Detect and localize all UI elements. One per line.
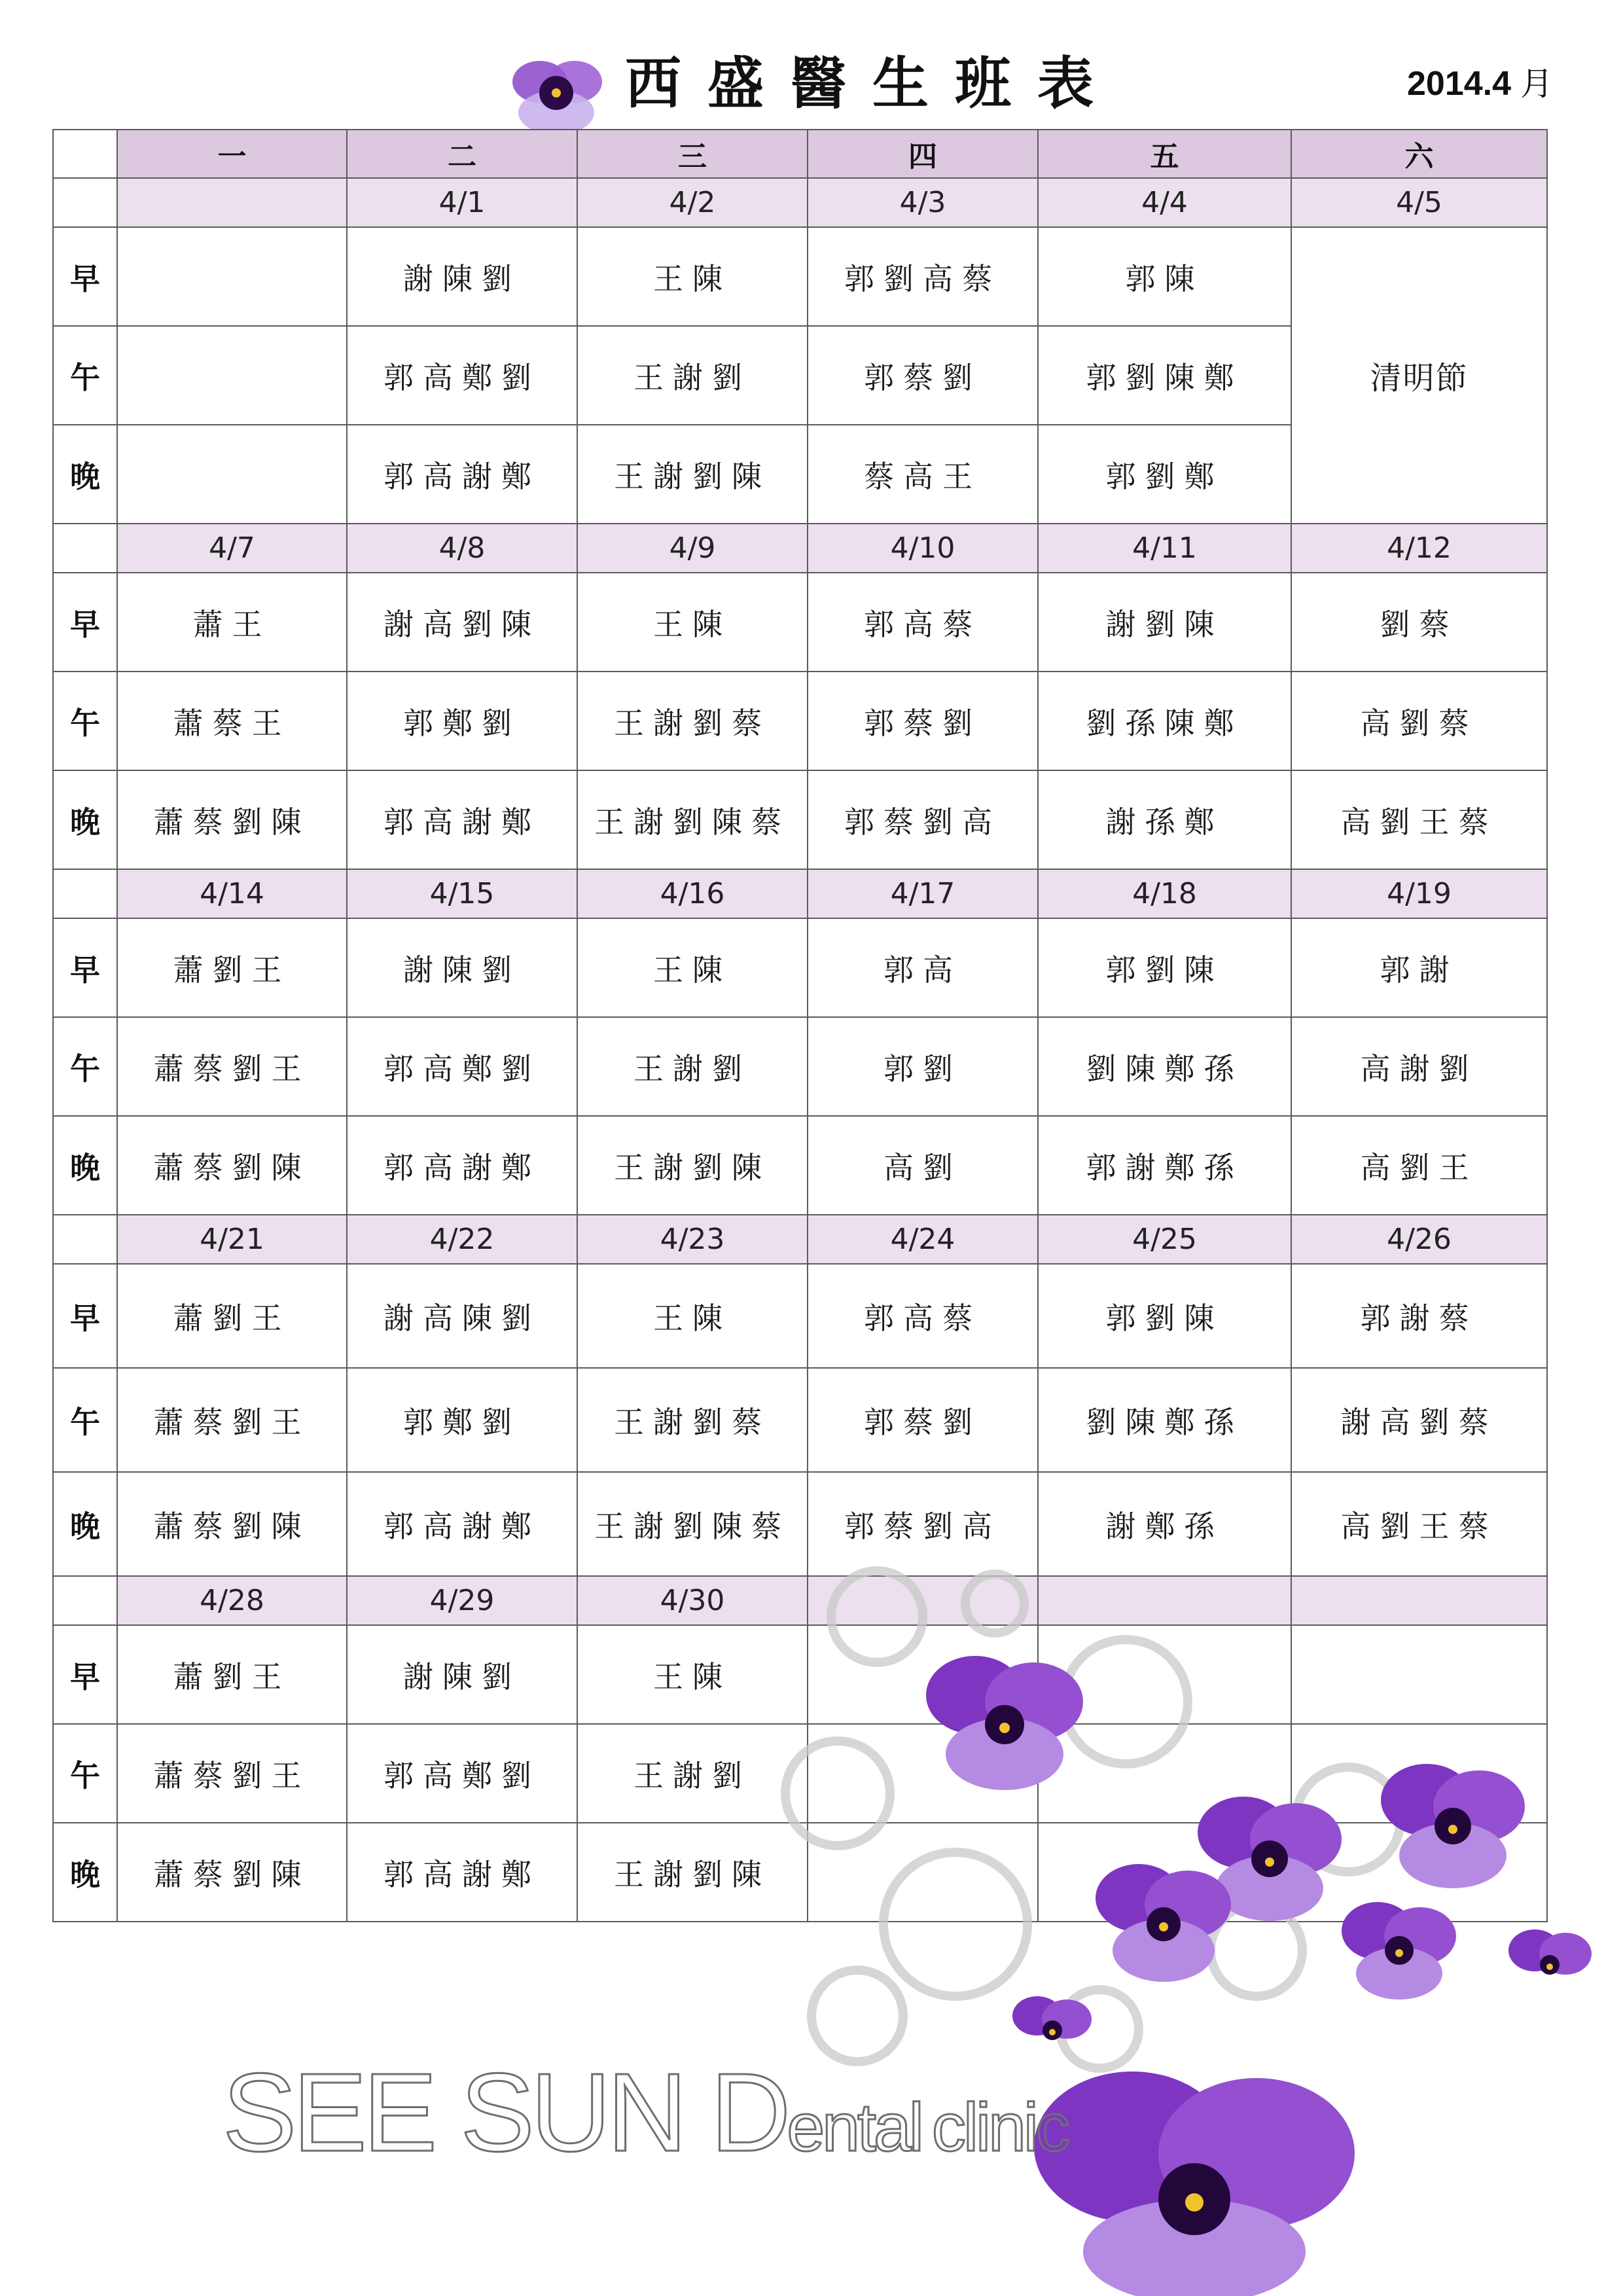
shift-cell: 蕭王 <box>117 573 347 672</box>
date-cell: 4/24 <box>808 1215 1038 1264</box>
date-cell: 4/15 <box>347 869 577 918</box>
date-cell: 4/23 <box>577 1215 808 1264</box>
shift-cell: 郭高謝鄭 <box>347 1472 577 1576</box>
shift-cell: 郭劉陳 <box>1038 1264 1291 1368</box>
shift-cell <box>117 326 347 425</box>
shift-cell: 謝鄭孫 <box>1038 1472 1291 1576</box>
shift-cell: 郭蔡劉高 <box>808 1472 1038 1576</box>
shift-cell: 郭謝 <box>1291 918 1547 1017</box>
bubble-icon <box>812 1970 903 2062</box>
shift-cell: 郭謝鄭孫 <box>1038 1116 1291 1215</box>
month-value: 2014.4 <box>1407 65 1512 103</box>
shift-cell: 王謝劉蔡 <box>577 1368 808 1472</box>
brand-part-2: ental <box>787 2090 921 2166</box>
month-unit: 月 <box>1520 65 1554 103</box>
bubble-icon <box>785 1741 890 1846</box>
date-cell: 4/18 <box>1038 869 1291 918</box>
pansy-icon <box>1342 1902 1456 2000</box>
shift-cell: 郭高鄭劉 <box>347 1724 577 1823</box>
weekday-header: 一 <box>117 130 347 178</box>
brand-part-1: SEE SUN D <box>223 2051 787 2175</box>
shift-cell: 謝劉陳 <box>1038 573 1291 672</box>
shift-cell: 王謝劉 <box>577 1017 808 1116</box>
shift-cell: 蕭劉王 <box>117 1264 347 1368</box>
date-cell: 4/7 <box>117 524 347 573</box>
date-cell: 4/2 <box>577 178 808 227</box>
period-label: 早 <box>53 573 117 672</box>
shift-cell <box>117 227 347 326</box>
shift-cell: 王謝劉陳 <box>577 1823 808 1922</box>
date-cell: 4/10 <box>808 524 1038 573</box>
shift-cell: 郭劉 <box>808 1017 1038 1116</box>
shift-cell: 謝陳劉 <box>347 1625 577 1724</box>
date-row <box>53 869 1547 918</box>
shift-cell: 劉孫陳鄭 <box>1038 672 1291 770</box>
corner-cell <box>53 130 117 178</box>
title-flower-icon <box>504 52 609 137</box>
shift-cell: 謝陳劉 <box>347 918 577 1017</box>
pansy-icon <box>1381 1764 1525 1888</box>
shift-row <box>53 1017 1547 1116</box>
date-cell: 4/1 <box>347 178 577 227</box>
shift-row <box>53 573 1547 672</box>
shift-cell: 高劉 <box>808 1116 1038 1215</box>
weekday-header: 五 <box>1038 130 1291 178</box>
shift-cell: 謝高劉陳 <box>347 573 577 672</box>
period-label: 午 <box>53 1724 117 1823</box>
shift-cell: 王陳 <box>577 227 808 326</box>
shift-row <box>53 918 1547 1017</box>
pansy-icon <box>1034 2072 1355 2296</box>
bubble-icon <box>883 1852 1027 1996</box>
shift-cell: 郭陳 <box>1038 227 1291 326</box>
shift-cell: 郭鄭劉 <box>347 1368 577 1472</box>
date-row-label <box>53 1215 117 1264</box>
pansy-icon <box>1012 1996 1092 2040</box>
shift-cell: 郭高謝鄭 <box>347 1823 577 1922</box>
shift-cell: 王陳 <box>577 573 808 672</box>
shift-cell: 蕭蔡劉王 <box>117 1368 347 1472</box>
shift-row <box>53 1264 1547 1368</box>
date-cell: 4/28 <box>117 1576 347 1625</box>
period-label: 早 <box>53 1625 117 1724</box>
weekday-header: 六 <box>1291 130 1547 178</box>
date-cell: 4/14 <box>117 869 347 918</box>
shift-cell: 郭蔡劉 <box>808 672 1038 770</box>
period-label: 午 <box>53 672 117 770</box>
period-label: 晚 <box>53 425 117 524</box>
shift-cell: 蕭蔡劉陳 <box>117 1472 347 1576</box>
date-cell: 4/3 <box>808 178 1038 227</box>
weekday-header: 三 <box>577 130 808 178</box>
pansy-icon <box>926 1656 1083 1790</box>
shift-cell: 劉陳鄭孫 <box>1038 1017 1291 1116</box>
date-cell: 4/22 <box>347 1215 577 1264</box>
period-label: 晚 <box>53 770 117 869</box>
shift-cell: 郭劉鄭 <box>1038 425 1291 524</box>
shift-cell: 王陳 <box>577 1264 808 1368</box>
shift-cell: 王謝劉陳 <box>577 425 808 524</box>
period-label: 午 <box>53 1017 117 1116</box>
date-cell: 4/12 <box>1291 524 1547 573</box>
date-row-label <box>53 178 117 227</box>
shift-row <box>53 672 1547 770</box>
period-label: 午 <box>53 1368 117 1472</box>
shift-cell: 劉陳鄭孫 <box>1038 1368 1291 1472</box>
period-label: 早 <box>53 1264 117 1368</box>
shift-cell: 王謝劉陳 <box>577 1116 808 1215</box>
date-cell: 4/30 <box>577 1576 808 1625</box>
period-label: 早 <box>53 227 117 326</box>
date-row <box>53 1215 1547 1264</box>
period-label: 晚 <box>53 1823 117 1922</box>
weekday-header-row <box>53 130 1547 178</box>
date-row-label <box>53 524 117 573</box>
floral-decoration <box>759 1545 1623 2296</box>
shift-cell: 蔡高王 <box>808 425 1038 524</box>
shift-cell: 蕭劉王 <box>117 1625 347 1724</box>
date-cell: 4/4 <box>1038 178 1291 227</box>
shift-cell: 郭劉陳 <box>1038 918 1291 1017</box>
shift-row <box>53 1116 1547 1215</box>
shift-cell: 高劉王 <box>1291 1116 1547 1215</box>
bubble-icon <box>965 1574 1024 1633</box>
shift-cell: 郭劉陳鄭 <box>1038 326 1291 425</box>
shift-cell <box>117 425 347 524</box>
month-label <box>1407 58 1553 105</box>
shift-cell: 蕭蔡劉陳 <box>117 770 347 869</box>
brand-part-3: clinic <box>931 2090 1068 2166</box>
date-cell: 4/26 <box>1291 1215 1547 1264</box>
period-label: 早 <box>53 918 117 1017</box>
shift-cell: 郭高謝鄭 <box>347 770 577 869</box>
period-label: 午 <box>53 326 117 425</box>
shift-cell: 王陳 <box>577 918 808 1017</box>
shift-cell: 謝高劉蔡 <box>1291 1368 1547 1472</box>
shift-cell: 王謝劉陳蔡 <box>577 770 808 869</box>
shift-cell: 王謝劉蔡 <box>577 672 808 770</box>
shift-row <box>53 227 1547 326</box>
shift-cell: 高劉王蔡 <box>1291 1472 1547 1576</box>
date-cell: 4/11 <box>1038 524 1291 573</box>
date-cell: 4/21 <box>117 1215 347 1264</box>
shift-cell: 王謝劉 <box>577 326 808 425</box>
shift-cell: 郭蔡劉 <box>808 326 1038 425</box>
shift-cell: 謝高陳劉 <box>347 1264 577 1368</box>
shift-cell: 郭高謝鄭 <box>347 425 577 524</box>
shift-cell: 郭高蔡 <box>808 1264 1038 1368</box>
date-row <box>53 178 1547 227</box>
shift-cell: 王謝劉 <box>577 1724 808 1823</box>
shift-cell: 王謝劉陳蔡 <box>577 1472 808 1576</box>
shift-cell: 郭高謝鄭 <box>347 1116 577 1215</box>
date-row-label <box>53 1576 117 1625</box>
shift-cell: 劉蔡 <box>1291 573 1547 672</box>
shift-cell: 謝孫鄭 <box>1038 770 1291 869</box>
shift-cell: 王陳 <box>577 1625 808 1724</box>
shift-cell: 蕭蔡劉陳 <box>117 1116 347 1215</box>
weekday-header: 二 <box>347 130 577 178</box>
shift-cell: 郭蔡劉 <box>808 1368 1038 1472</box>
shift-cell: 郭蔡劉高 <box>808 770 1038 869</box>
shift-cell: 蕭蔡劉王 <box>117 1724 347 1823</box>
shift-cell: 蕭蔡劉陳 <box>117 1823 347 1922</box>
shift-cell: 郭鄭劉 <box>347 672 577 770</box>
bubble-icon <box>831 1571 923 1662</box>
shift-row <box>53 1368 1547 1472</box>
date-cell <box>117 178 347 227</box>
pansy-icon <box>1508 1929 1592 1975</box>
period-label: 晚 <box>53 1472 117 1576</box>
shift-cell: 高劉蔡 <box>1291 672 1547 770</box>
shift-cell: 郭高鄭劉 <box>347 326 577 425</box>
shift-row <box>53 770 1547 869</box>
date-cell: 4/25 <box>1038 1215 1291 1264</box>
date-cell: 4/9 <box>577 524 808 573</box>
date-cell: 4/17 <box>808 869 1038 918</box>
shift-cell: 郭謝蔡 <box>1291 1264 1547 1368</box>
period-label: 晚 <box>53 1116 117 1215</box>
date-cell: 4/16 <box>577 869 808 918</box>
date-cell: 4/5 <box>1291 178 1547 227</box>
shift-cell: 蕭劉王 <box>117 918 347 1017</box>
brand-logo <box>223 2049 1067 2177</box>
shift-cell: 郭高 <box>808 918 1038 1017</box>
page-title: 西盛醫生班表 <box>625 51 1120 117</box>
shift-cell: 蕭蔡王 <box>117 672 347 770</box>
shift-cell: 高謝劉 <box>1291 1017 1547 1116</box>
holiday-cell: 清明節 <box>1291 227 1547 524</box>
date-row <box>53 524 1547 573</box>
shift-cell: 蕭蔡劉王 <box>117 1017 347 1116</box>
date-cell: 4/29 <box>347 1576 577 1625</box>
date-row-label <box>53 869 117 918</box>
shift-cell: 謝陳劉 <box>347 227 577 326</box>
shift-cell: 郭高鄭劉 <box>347 1017 577 1116</box>
shift-cell: 郭劉高蔡 <box>808 227 1038 326</box>
shift-cell: 高劉王蔡 <box>1291 770 1547 869</box>
shift-cell: 郭高蔡 <box>808 573 1038 672</box>
date-cell: 4/19 <box>1291 869 1547 918</box>
weekday-header: 四 <box>808 130 1038 178</box>
date-cell: 4/8 <box>347 524 577 573</box>
